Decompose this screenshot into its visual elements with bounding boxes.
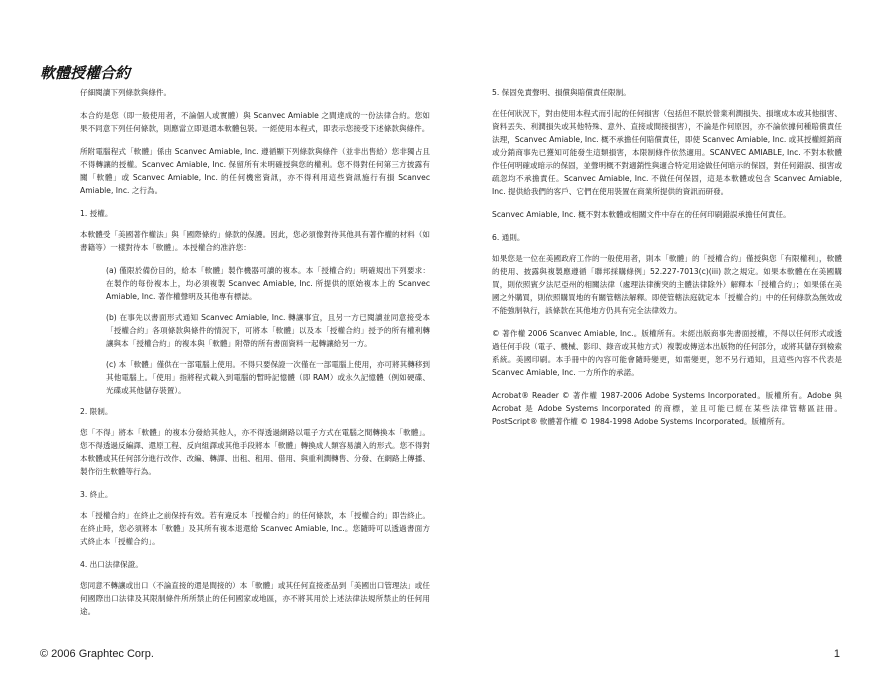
paragraph: 您同意不轉讓或出口（不論直接的還是間接的）本「軟體」或其任何直接產品到「美國出口管理法」或任何國際出口法律及其限制條件所所禁止的任何國家或地區，亦不將其用於上述法律法規所禁止的任何用途。 bbox=[80, 581, 430, 616]
paragraph: Scanvec Amiable, Inc. 概不對本軟體或相關文件中存在的任何印刷錯誤承擔任何責任。 bbox=[492, 210, 791, 219]
paragraph: 本「授權合約」在終止之前保持有效。若有違反本「授權合約」的任何條款，本「授權合約」即告終止。在終止時，您必須將本「軟體」及其所有複本退還給 Scanvec Amiable, Inc.。您隨時可以透過書面方式終止本「授權合約」。 bbox=[80, 511, 430, 546]
list-item-c: (c) 本「軟體」僅供在一部電腦上使用。不得只要保證一次僅在一部電腦上使用，亦可將其轉移到其他電腦上。「使用」指將程式載入到電腦的暫時記憶體（即 RAM）或永久記憶體（例如硬碟、光碟或其他儲存裝置）。 bbox=[106, 360, 430, 395]
paragraph: © 著作權 2006 Scanvec Amiable, Inc.。版權所有。未經出版商事先書面授權，不得以任何形式或透過任何手段（電子、機械、影印、錄音或其他方式）複製或傳送本出版物的任何部分，或將其儲存到檢索系統。美國印刷。本手冊中的內容可能會隨時變更，如需變更，恕不另行通知，且這些內容不代表是 Scanvec Amiable, Inc. 一方所作的承諾。 bbox=[492, 329, 842, 377]
paragraph: 如果您是一位在美國政府工作的一般使用者，則本「軟體」的「授權合約」僅授與您「有限權利」，軟體的使用、披露與複製應遵循「聯邦採購條例」52.227-7013(c)(iii) 款之規定。如果本軟體在在美國購買，則依照賓夕法尼亞州的相關法律（處理法律衝突的主體法律除外）解釋本「授權合約」；如果係在美國之外購買，則依照購買地的有關管轄法解釋。即使管轄法庭就定本「授權合約」中的任何條款為無效或不能強制執行，該條款在其他地方仍具有完全法律效力。 bbox=[492, 254, 842, 315]
page-title: 軟體授權合約 bbox=[40, 64, 131, 82]
paragraph: 所附電腦程式「軟體」係由 Scanvec Amiable, Inc. 遵循顯下列條款與條件（並非出售給）您非獨占且不得轉讓的授權。Scanvec Amiable, Inc. 保留所有未明確授與您的權利。您不得對任何第三方披露有關「軟體」或 Scanvec Amiable, Inc. 的任何機密資訊，亦不得利用這些資訊施行有損 Scanvec Amiable, Inc. 之行為。 bbox=[80, 147, 430, 195]
section-heading-termination: 3. 終止。 bbox=[80, 490, 113, 499]
intro-instruction: 仔細閱讀下列條款與條件。 bbox=[80, 88, 172, 97]
section-heading-restrictions: 2. 限制。 bbox=[80, 407, 113, 416]
page-number: 1 bbox=[833, 648, 840, 660]
paragraph: 本合約是您（即一般使用者，不論個人或實體）與 Scanvec Amiable 之間達成的一份法律合約。您如果不同意下列任何條款，則應當立即退還本軟體包裝。一經使用本程式，即表示您接受下述條款與條件。 bbox=[80, 111, 430, 133]
paragraph: 在任何狀況下，對由使用本程式而引起的任何損害（包括但不限於營業利潤損失、損壞成本或其他損害、資料丟失、利潤損失或其他特殊、意外、直接或間接損害），不論是作何原因，亦不論依據何種賠償責任法理，Scanvec Amiable, Inc. 概不承擔任何賠償責任，即使 Scanvec Amiable, Inc. 或其授權經銷商或分銷商事先已獲知可能發生這類損害，本限制條件依然適用。SCANVEC AMIABLE, Inc. 不對本軟體作任何明確或暗示的保固，並聲明概不對適銷性與適合特定用途做任何暗示的保固，對任何錯誤、損害或疏忽均不承擔責任。Scanvec Amiable, Inc. 不做任何保固，這是本軟體或包含 Scanvec Amiable, Inc. 提供給我們的客戶、它們在使用裝置在商業所提供的資訊而研發。 bbox=[492, 109, 842, 196]
list-item-b: (b) 在事先以書面形式通知 Scanvec Amiable, Inc. 轉讓事宜，且另一方已閱讀並同意接受本「授權合約」各項條款與條件的情況下，可將本「軟體」以及本「授權合約」授予的所有權利轉讓與本「授權合約」的複本與「軟體」附帶的所有書面資料一起轉讓給另一方。 bbox=[106, 313, 430, 348]
paragraph: Acrobat® Reader © 著作權 1987-2006 Adobe Systems Incorporated。版權所有。Adobe 與 Acrobat 是 Adobe Systems Incorporated 的商標，並且可能已經在某些法律管轄區註冊。PostScript® 軟體著作權 © 1984-1998 Adobe Systems Incorporated。版權所有。 bbox=[492, 391, 842, 426]
paragraph: 您「不得」將本「軟體」的複本分發給其他人，亦不得透過網路以電子方式在電腦之間轉換本「軟體」。您不得透過反編譯、還原工程、反向組譯或其他手段將本「軟體」轉換成人類容易讀入的形式。您不得對本軟體或其任何部分進行改作、改編、轉譯、出租、租用、借用、與重利潤轉售、分發、在網路上傳播、製作衍生軟體等行為。 bbox=[80, 428, 430, 476]
section-heading-general: 6. 通則。 bbox=[492, 233, 525, 242]
paragraph: 本軟體受「美國著作權法」與「國際條約」條款的保護。因此，您必須像對待其他具有著作權的材料（如書籍等）一樣對待本「軟體」。本授權合約准許您： bbox=[80, 230, 430, 252]
right-column bbox=[492, 86, 842, 438]
footer-copyright: © 2006 Graphtec Corp. bbox=[40, 648, 154, 660]
section-heading-warranty: 5. 保固免責聲明、損償與賠償責任限制。 bbox=[492, 88, 631, 97]
list-item-a: (a) 僅限於備份目的，給本「軟體」製作機器可讀的複本。本「授權合約」明確規出下列要求：在製作的每份複本上，均必須複製 Scanvec Amiable, Inc. 所提供的原始複本上的 Scanvec Amiable, Inc. 著作權聲明及其他專有標誌。 bbox=[106, 266, 430, 301]
section-heading-export: 4. 出口法律保證。 bbox=[80, 560, 143, 569]
left-column bbox=[80, 86, 430, 628]
section-heading-license: 1. 授權。 bbox=[80, 209, 113, 218]
